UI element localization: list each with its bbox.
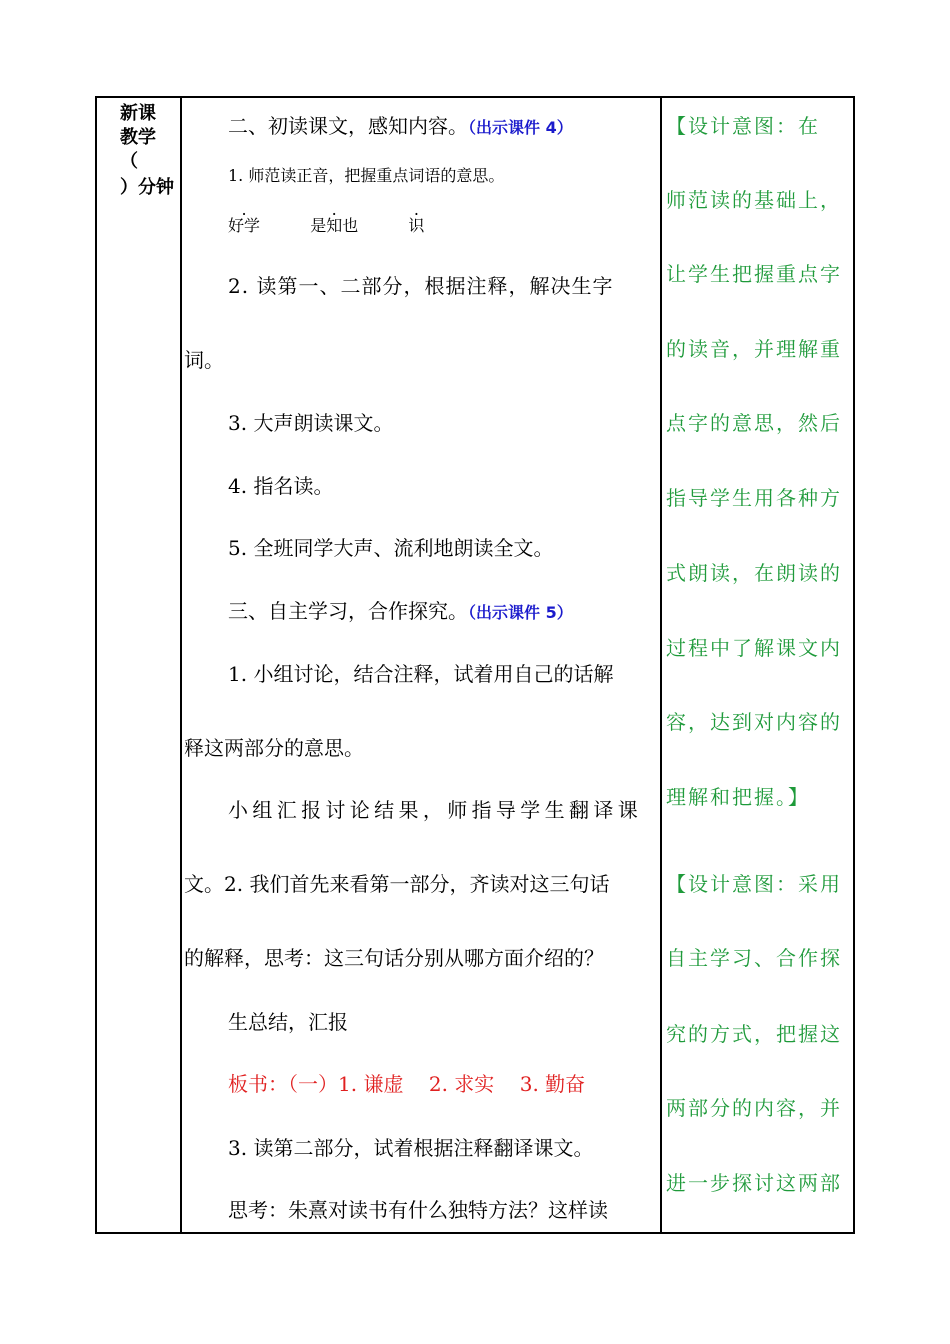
board-writing: 板书：（一）1. 谦虚 2. 求实 3. 勤奋 xyxy=(228,1072,586,1096)
design-intent-1-line: 过程中了解课文内 xyxy=(666,636,842,660)
stage-label-line3: （ xyxy=(120,151,138,172)
discussion-line2: 释这两部分的意思。 xyxy=(184,736,364,760)
step-1: 1. 师范读正音，把握重点词语的意思。 xyxy=(228,166,505,185)
design-intent-1-line: 式朗读，在朗读的 xyxy=(666,561,842,585)
design-intent-2-line: 【设计意图：采用 xyxy=(666,872,842,896)
design-intent-2-line: 进一步探讨这两部 xyxy=(666,1171,842,1195)
section-heading-3 xyxy=(228,599,573,625)
step-3: 3. 大声朗读课文。 xyxy=(228,411,394,435)
design-intent-1-line: 师范读的基础上， xyxy=(666,188,842,212)
report-line1: 小 组 汇 报 讨 论 结 果 ， 师 指 导 学 生 翻 译 课 xyxy=(228,798,637,822)
key-word-2-text: 是知也 xyxy=(310,216,359,235)
design-intent-1-line: 的读音，并理解重 xyxy=(666,337,842,361)
key-words xyxy=(228,214,424,238)
step-5: 5. 全班同学大声、流利地朗读全文。 xyxy=(228,536,554,560)
design-intent-1-line: 理解和把握。】 xyxy=(666,785,810,809)
design-intent-1-line: 指导学生用各种方 xyxy=(666,486,842,510)
design-intent-1-line: 让学生把握重点字 xyxy=(666,262,842,286)
step-4: 4. 指名读。 xyxy=(228,474,334,498)
stage-label-line1: 新课 xyxy=(120,103,156,124)
key-word-1 xyxy=(228,216,260,235)
design-intent-2-line: 两部分的内容，并 xyxy=(666,1096,842,1120)
design-intent-1-line: 点字的意思，然后 xyxy=(666,411,842,435)
reading-question: 思考：朱熹对读书有什么独特方法？这样读 xyxy=(228,1198,608,1222)
column-divider-1 xyxy=(180,96,182,1234)
design-intent-2-line: 究的方式，把握这 xyxy=(666,1022,842,1046)
section-heading-3-text: 三、自主学习，合作探究。 xyxy=(228,599,468,623)
step-2-line2: 词。 xyxy=(184,348,224,372)
key-word-3-text: 识 xyxy=(408,216,425,235)
step-translate: 3. 读第二部分，试着根据注释翻译课文。 xyxy=(228,1136,594,1160)
key-word-1-text: 好学 xyxy=(228,216,261,235)
step-2-line1: 2. 读第一、二部分，根据注释，解决生字 xyxy=(228,274,614,298)
column-divider-2 xyxy=(660,96,662,1234)
courseware-ref-5: （出示课件 5） xyxy=(468,603,573,622)
stage-label-line2: 教学 xyxy=(120,127,156,148)
key-word-3 xyxy=(408,216,424,235)
section-heading-2-text: 二、初读课文，感知内容。 xyxy=(228,114,468,138)
discussion-line1: 1. 小组讨论，结合注释，试着用自己的话解 xyxy=(228,662,614,686)
design-intent-1-line: 【设计意图：在 xyxy=(666,114,820,138)
design-intent-1-line: 容，达到对内容的 xyxy=(666,710,842,734)
design-intent-2-line: 自主学习、合作探 xyxy=(666,946,842,970)
section-heading-2 xyxy=(228,114,573,140)
courseware-ref-4: （出示课件 4） xyxy=(468,118,573,137)
report-line3: 的解释，思考：这三句话分别从哪方面介绍的？ xyxy=(184,946,604,970)
stage-label-line4: ）分钟 xyxy=(120,177,174,198)
key-word-2 xyxy=(310,216,358,235)
report-line2: 文。2. 我们首先来看第一部分，齐读对这三句话 xyxy=(184,872,610,896)
summary-line: 生总结，汇报 xyxy=(228,1010,348,1034)
